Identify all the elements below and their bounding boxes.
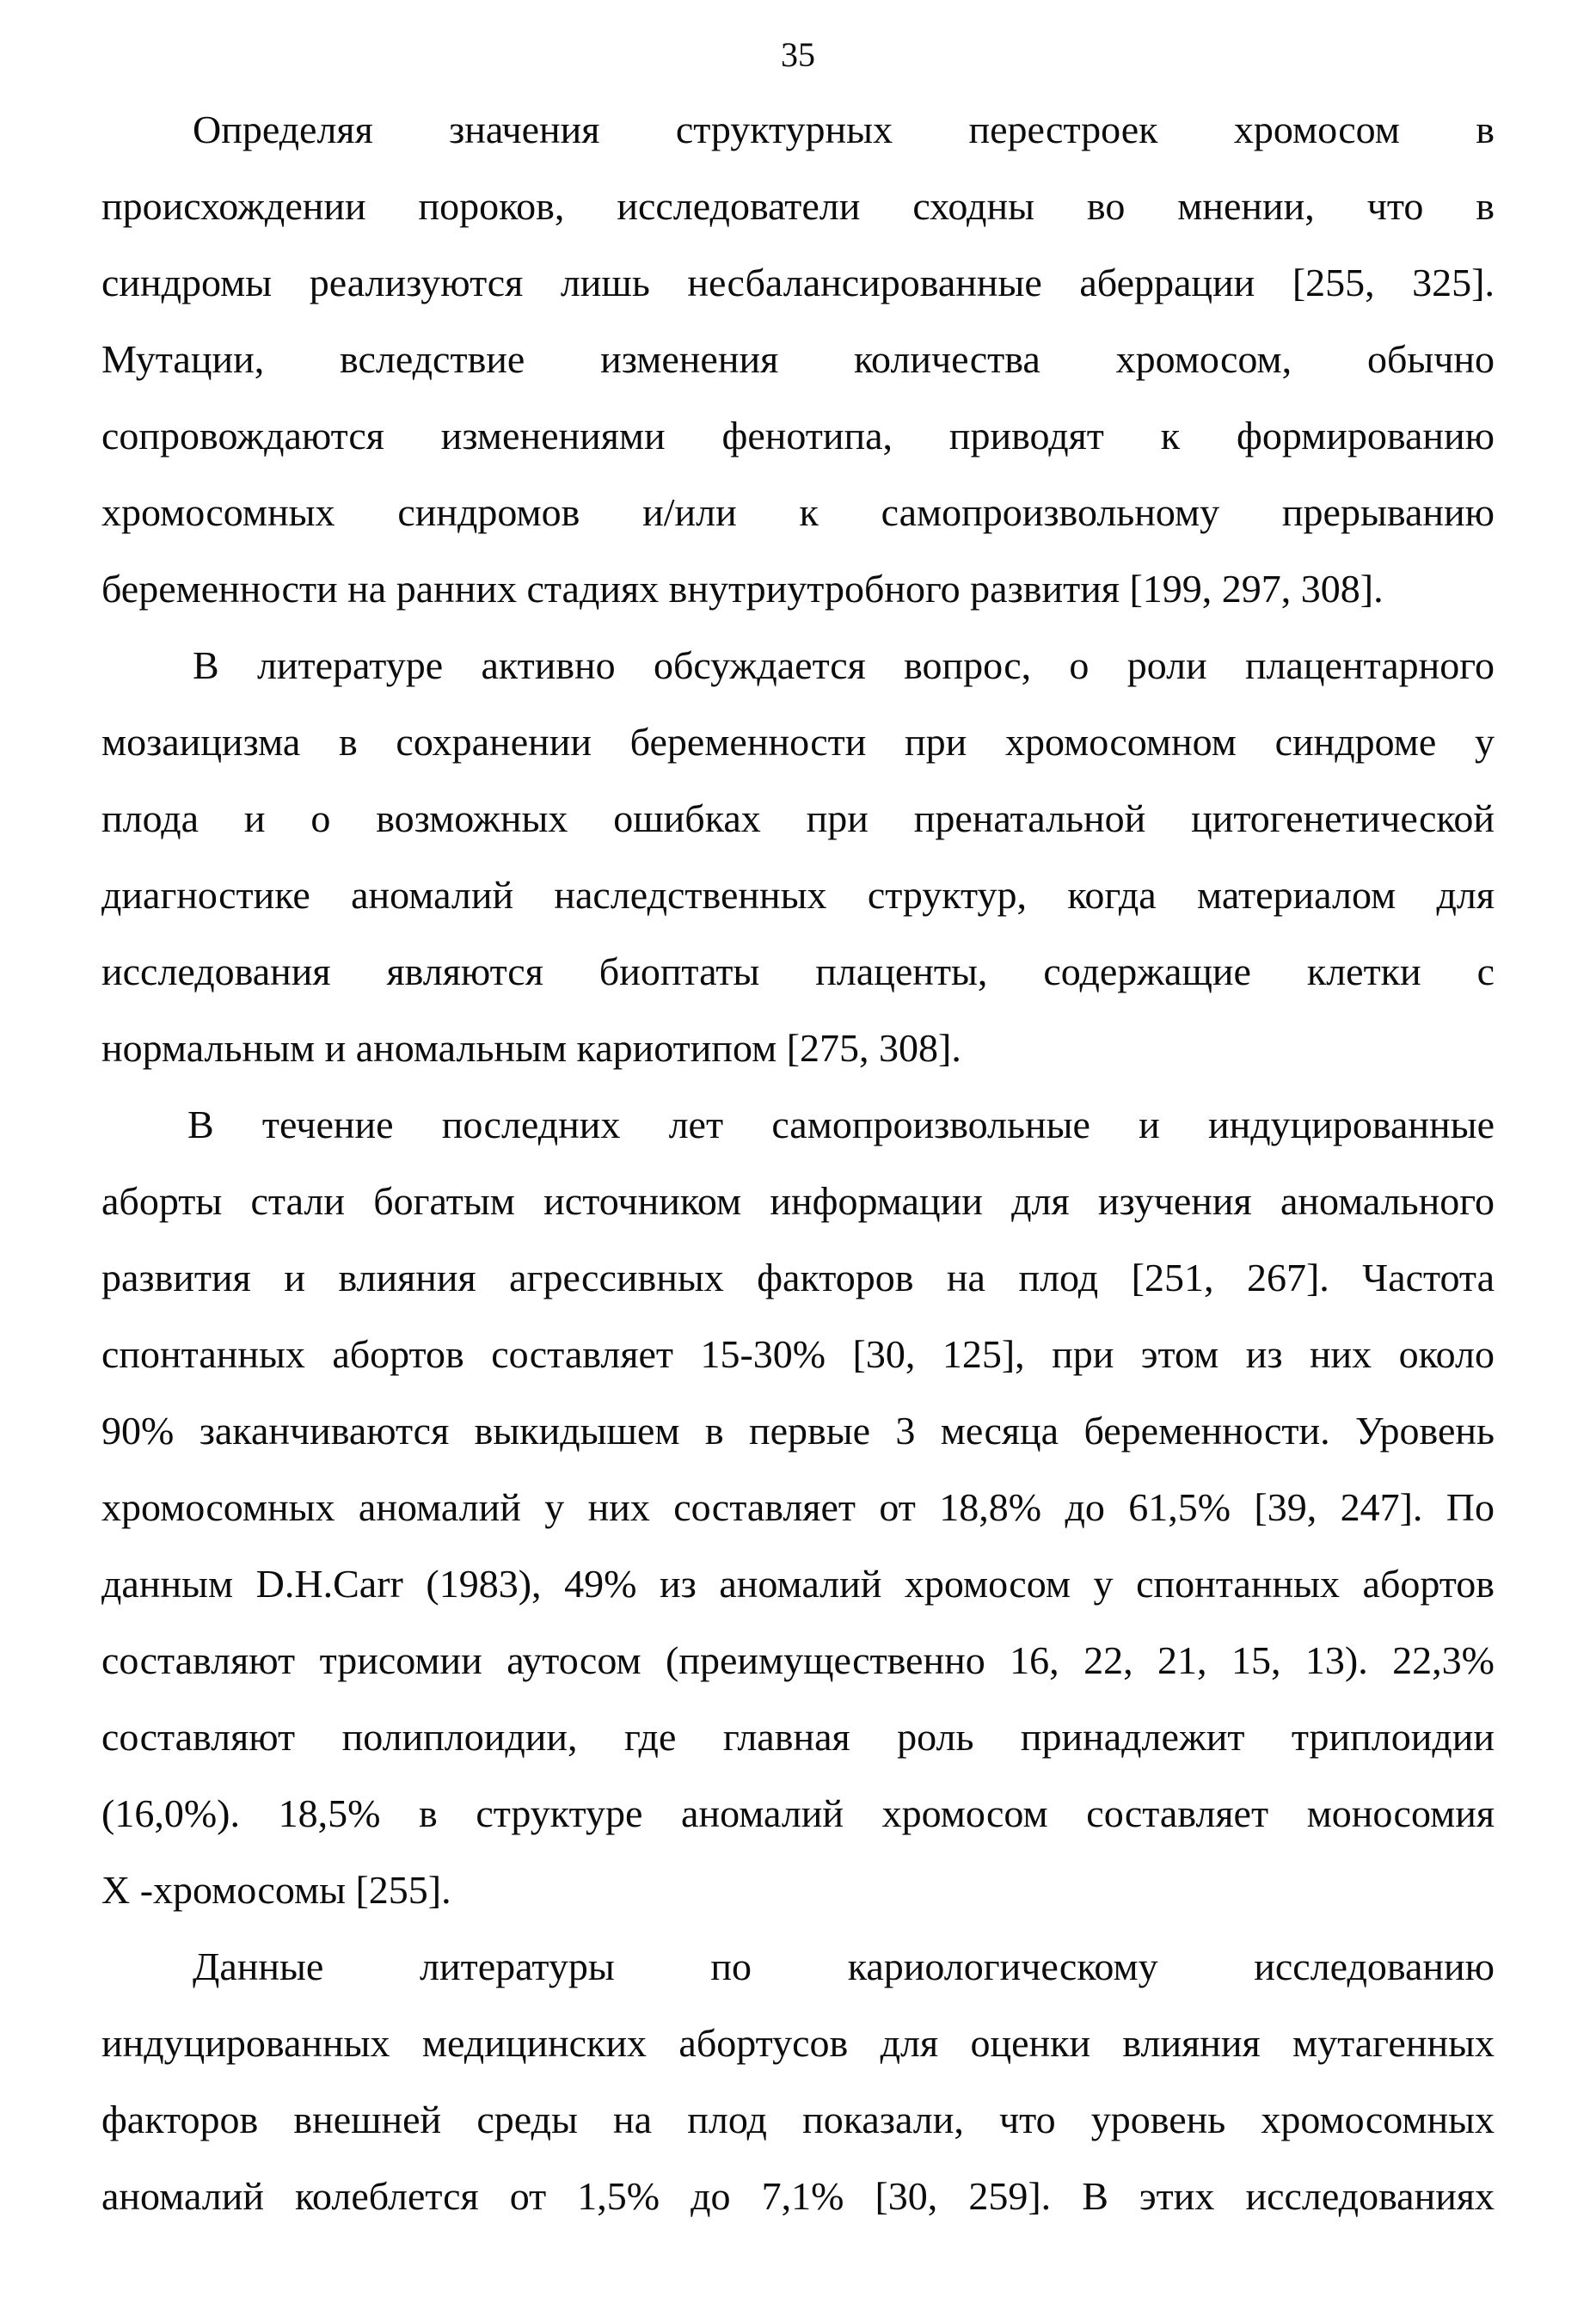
text-line: X -хромосомы [255]. <box>101 1868 451 1912</box>
text-line: синдромы реализуются лишь несбалансированные аберрации [255, 325]. <box>101 261 1495 304</box>
text-line: В литературе активно обсуждается вопрос, о роли плацентарного <box>193 643 1495 687</box>
text-line: диагностике аномалий наследственных структур, когда материалом для <box>101 873 1495 917</box>
page-number: 35 <box>781 35 815 74</box>
text-line: Определяя значения структурных перестроек хромосом в <box>193 108 1495 151</box>
text-line: Мутации, вследствие изменения количества хромосом, обычно <box>101 337 1495 381</box>
text-line: сопровождаются изменениями фенотипа, приводят к формированию <box>101 414 1495 458</box>
paragraph-abortion-studies <box>101 1086 1495 1928</box>
paragraph-chromosome-restructuring <box>101 91 1495 627</box>
text-line: развития и влияния агрессивных факторов на плод [251, 267]. Частота <box>101 1256 1495 1299</box>
text-line: хромосомных синдромов и/или к самопроизвольному прерыванию <box>101 490 1495 534</box>
text-line: плода и о возможных ошибках при пренатальной цитогенетической <box>101 796 1495 840</box>
paragraph-placental-mosaicism <box>101 627 1495 1086</box>
text-line: (16,0%). 18,5% в структуре аномалий хромосом составляет моносомия <box>101 1791 1495 1835</box>
body-text <box>101 91 1495 2234</box>
text-line: факторов внешней среды на плод показали, что уровень хромосомных <box>101 2098 1495 2141</box>
text-line: 90% заканчиваются выкидышем в первые 3 месяца беременности. Уровень <box>101 1409 1495 1453</box>
text-line: происхождении пороков, исследователи сходны во мнении, что в <box>101 184 1495 228</box>
text-line: хромосомных аномалий у них составляет от 18,8% до 61,5% [39, 247]. По <box>101 1485 1495 1529</box>
text-line: нормальным и аномальным кариотипом [275, 308]. <box>101 1026 961 1070</box>
text-line: аномалий колеблется от 1,5% до 7,1% [30, 259]. В этих исследованиях <box>101 2174 1495 2218</box>
text-line: беременности на ранних стадиях внутриутробного развития [199, 297, 308]. <box>101 567 1384 611</box>
text-line: аборты стали богатым источником информации для изучения аномального <box>101 1179 1495 1223</box>
text-line: исследования являются биоптаты плаценты, содержащие клетки с <box>101 949 1495 993</box>
text-line: Данные литературы по кариологическому исследованию <box>193 1944 1495 1988</box>
text-line: спонтанных абортов составляет 15-30% [30, 125], при этом из них около <box>101 1332 1495 1376</box>
paragraph-induced-abortions <box>101 1928 1495 2234</box>
text-line: составляют трисомии аутосом (преимущественно 16, 22, 21, 15, 13). 22,3% <box>101 1638 1495 1682</box>
text-line: составляют полиплоидии, где главная роль принадлежит триплоидии <box>101 1715 1495 1759</box>
text-line: мозаицизма в сохранении беременности при хромосомном синдроме у <box>101 720 1495 764</box>
text-line: данным D.H.Carr (1983), 49% из аномалий хромосом у спонтанных абортов <box>101 1562 1495 1606</box>
text-line: В течение последних лет самопроизвольные и индуцированные <box>187 1103 1495 1146</box>
text-line: индуцированных медицинских абортусов для оценки влияния мутагенных <box>101 2021 1495 2065</box>
